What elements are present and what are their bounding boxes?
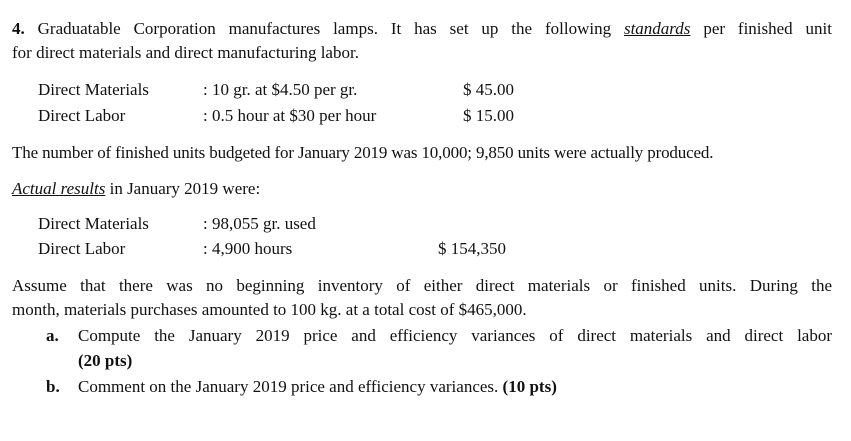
standard-amount-labor: $ 15.00 (463, 106, 514, 125)
actual-results-emphasis: Actual results (12, 179, 106, 198)
actual-label-labor: Direct Labor (38, 239, 126, 258)
task-b-letter: b. (46, 377, 60, 396)
standard-detail-materials: : 10 gr. at $4.50 per gr. (203, 80, 358, 99)
task-b-text: Comment on the January 2019 price and efficiency variances. (78, 377, 499, 396)
standard-label-labor: Direct Labor (38, 106, 126, 125)
intro-text-part1: Graduatable Corporation manufactures lamps. It has set up the following (37, 19, 612, 38)
task-a-text: Compute the January 2019 price and efficiency variances of direct materials and direct labor (78, 326, 832, 345)
actual-amount-labor: $ 154,350 (438, 239, 506, 258)
task-a-letter: a. (46, 326, 59, 345)
question-intro-line1 (12, 19, 832, 39)
intro-text-part2: per finished unit (703, 19, 833, 38)
actual-results-rest: in January 2019 were: (109, 179, 261, 198)
actual-label-materials: Direct Materials (38, 214, 149, 233)
budget-line: The number of finished units budgeted for January 2019 was 10,000; 9,850 units were actually produced. (12, 143, 714, 162)
actual-detail-labor: : 4,900 hours (203, 239, 293, 258)
question-intro-line2: for direct materials and direct manufacturing labor. (12, 43, 359, 62)
standard-label-materials: Direct Materials (38, 80, 149, 99)
standard-detail-labor: : 0.5 hour at $30 per hour (203, 106, 377, 125)
actual-detail-materials: : 98,055 gr. used (203, 214, 316, 233)
task-b-points: (10 pts) (502, 377, 557, 396)
task-b-line (78, 377, 557, 397)
assume-line2: month, materials purchases amounted to 100 kg. at a total cost of $465,000. (12, 300, 527, 319)
task-a-points: (20 pts) (78, 351, 133, 370)
assume-line1: Assume that there was no beginning inventory of either direct materials or finished units. During the (12, 276, 832, 295)
intro-emphasis-standards: standards (623, 19, 691, 38)
actual-results-heading (12, 179, 260, 199)
standard-amount-materials: $ 45.00 (463, 80, 514, 99)
question-number: 4. (12, 19, 25, 38)
